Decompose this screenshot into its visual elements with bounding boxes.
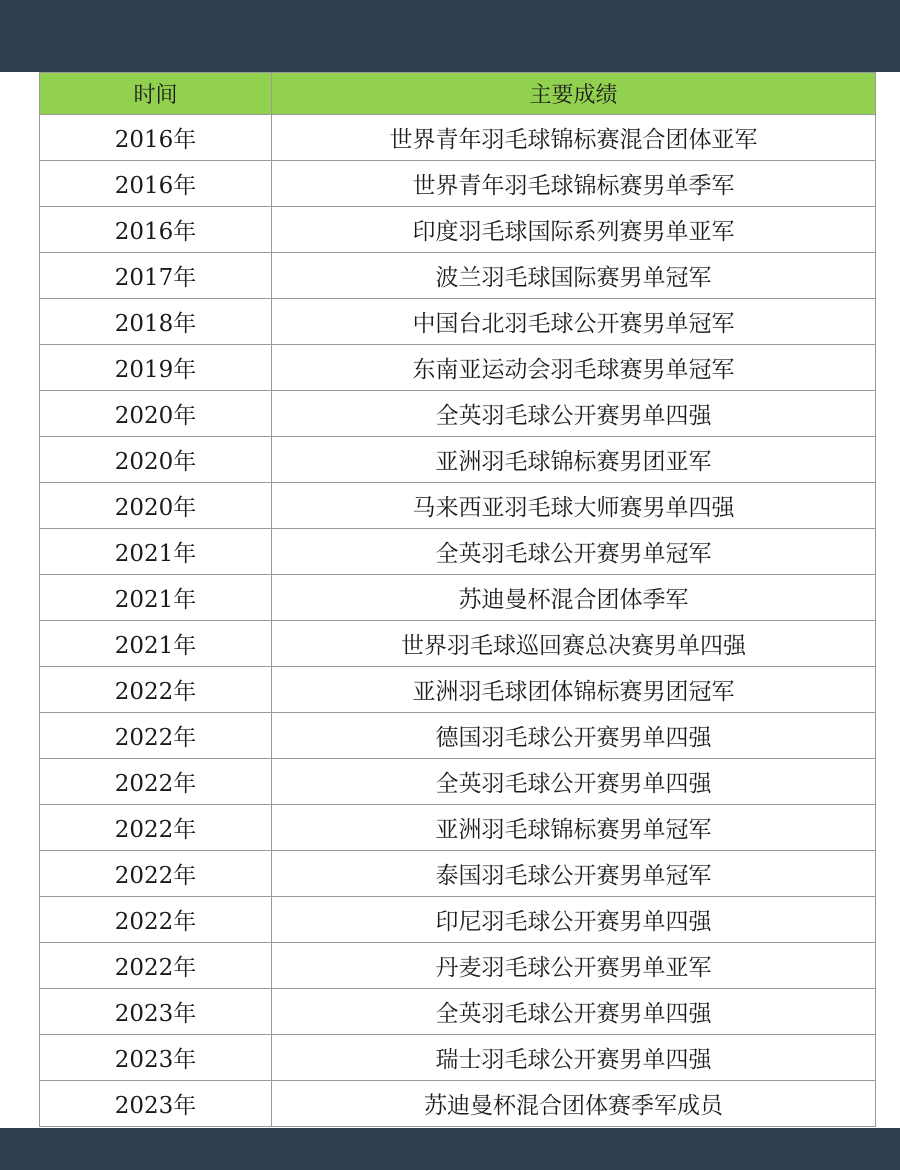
year-cell[interactable]: 2021年 (40, 529, 272, 575)
table-row (40, 253, 876, 299)
spreadsheet-area (0, 72, 900, 1128)
header-row (40, 73, 876, 115)
year-cell[interactable]: 2016年 (40, 115, 272, 161)
achievement-cell[interactable]: 全英羽毛球公开赛男单四强 (272, 989, 876, 1035)
year-column-header[interactable]: 时间 (40, 73, 272, 115)
achievement-cell[interactable]: 苏迪曼杯混合团体季军 (272, 575, 876, 621)
year-cell[interactable]: 2022年 (40, 805, 272, 851)
year-cell[interactable]: 2021年 (40, 621, 272, 667)
year-cell[interactable]: 2020年 (40, 483, 272, 529)
year-cell[interactable]: 2020年 (40, 437, 272, 483)
year-cell[interactable]: 2023年 (40, 1081, 272, 1127)
table-row (40, 897, 876, 943)
achievement-cell[interactable]: 世界青年羽毛球锦标赛男单季军 (272, 161, 876, 207)
table-row (40, 299, 876, 345)
table-body (40, 115, 876, 1127)
table-row (40, 575, 876, 621)
achievement-cell[interactable]: 瑞士羽毛球公开赛男单四强 (272, 1035, 876, 1081)
achievement-cell[interactable]: 世界羽毛球巡回赛总决赛男单四强 (272, 621, 876, 667)
achievement-cell[interactable]: 印度羽毛球国际系列赛男单亚军 (272, 207, 876, 253)
year-cell[interactable]: 2016年 (40, 161, 272, 207)
achievement-cell[interactable]: 亚洲羽毛球锦标赛男单冠军 (272, 805, 876, 851)
year-cell[interactable]: 2022年 (40, 713, 272, 759)
top-dark-bar (0, 0, 900, 72)
year-cell[interactable]: 2021年 (40, 575, 272, 621)
year-cell[interactable]: 2022年 (40, 667, 272, 713)
table-row (40, 989, 876, 1035)
achievement-cell[interactable]: 亚洲羽毛球团体锦标赛男团冠军 (272, 667, 876, 713)
achievement-cell[interactable]: 波兰羽毛球国际赛男单冠军 (272, 253, 876, 299)
year-cell[interactable]: 2019年 (40, 345, 272, 391)
table-row (40, 161, 876, 207)
table-row (40, 759, 876, 805)
achievement-cell[interactable]: 全英羽毛球公开赛男单冠军 (272, 529, 876, 575)
table-row (40, 115, 876, 161)
year-cell[interactable]: 2016年 (40, 207, 272, 253)
year-cell[interactable]: 2020年 (40, 391, 272, 437)
table-row (40, 207, 876, 253)
year-cell[interactable]: 2022年 (40, 943, 272, 989)
achievement-cell[interactable]: 德国羽毛球公开赛男单四强 (272, 713, 876, 759)
table-row (40, 345, 876, 391)
achievement-column-header[interactable]: 主要成绩 (272, 73, 876, 115)
year-cell[interactable]: 2022年 (40, 759, 272, 805)
achievement-cell[interactable]: 全英羽毛球公开赛男单四强 (272, 759, 876, 805)
achievement-cell[interactable]: 马来西亚羽毛球大师赛男单四强 (272, 483, 876, 529)
achievement-cell[interactable]: 亚洲羽毛球锦标赛男团亚军 (272, 437, 876, 483)
year-cell[interactable]: 2023年 (40, 1035, 272, 1081)
year-cell[interactable]: 2017年 (40, 253, 272, 299)
table-row (40, 1081, 876, 1127)
year-cell[interactable]: 2023年 (40, 989, 272, 1035)
achievement-cell[interactable]: 泰国羽毛球公开赛男单冠军 (272, 851, 876, 897)
achievement-cell[interactable]: 苏迪曼杯混合团体赛季军成员 (272, 1081, 876, 1127)
achievement-cell[interactable]: 东南亚运动会羽毛球赛男单冠军 (272, 345, 876, 391)
year-cell[interactable]: 2018年 (40, 299, 272, 345)
achievement-cell[interactable]: 印尼羽毛球公开赛男单四强 (272, 897, 876, 943)
achievement-cell[interactable]: 世界青年羽毛球锦标赛混合团体亚军 (272, 115, 876, 161)
table-row (40, 437, 876, 483)
achievements-table (39, 72, 876, 1127)
table-row (40, 713, 876, 759)
achievement-cell[interactable]: 全英羽毛球公开赛男单四强 (272, 391, 876, 437)
year-cell[interactable]: 2022年 (40, 897, 272, 943)
achievement-cell[interactable]: 丹麦羽毛球公开赛男单亚军 (272, 943, 876, 989)
achievement-cell[interactable]: 中国台北羽毛球公开赛男单冠军 (272, 299, 876, 345)
table-row (40, 667, 876, 713)
table-row (40, 943, 876, 989)
bottom-dark-bar (0, 1128, 900, 1170)
year-cell[interactable]: 2022年 (40, 851, 272, 897)
table-row (40, 621, 876, 667)
table-row (40, 483, 876, 529)
table-row (40, 805, 876, 851)
table-row (40, 1035, 876, 1081)
table-row (40, 851, 876, 897)
table-row (40, 529, 876, 575)
table-row (40, 391, 876, 437)
